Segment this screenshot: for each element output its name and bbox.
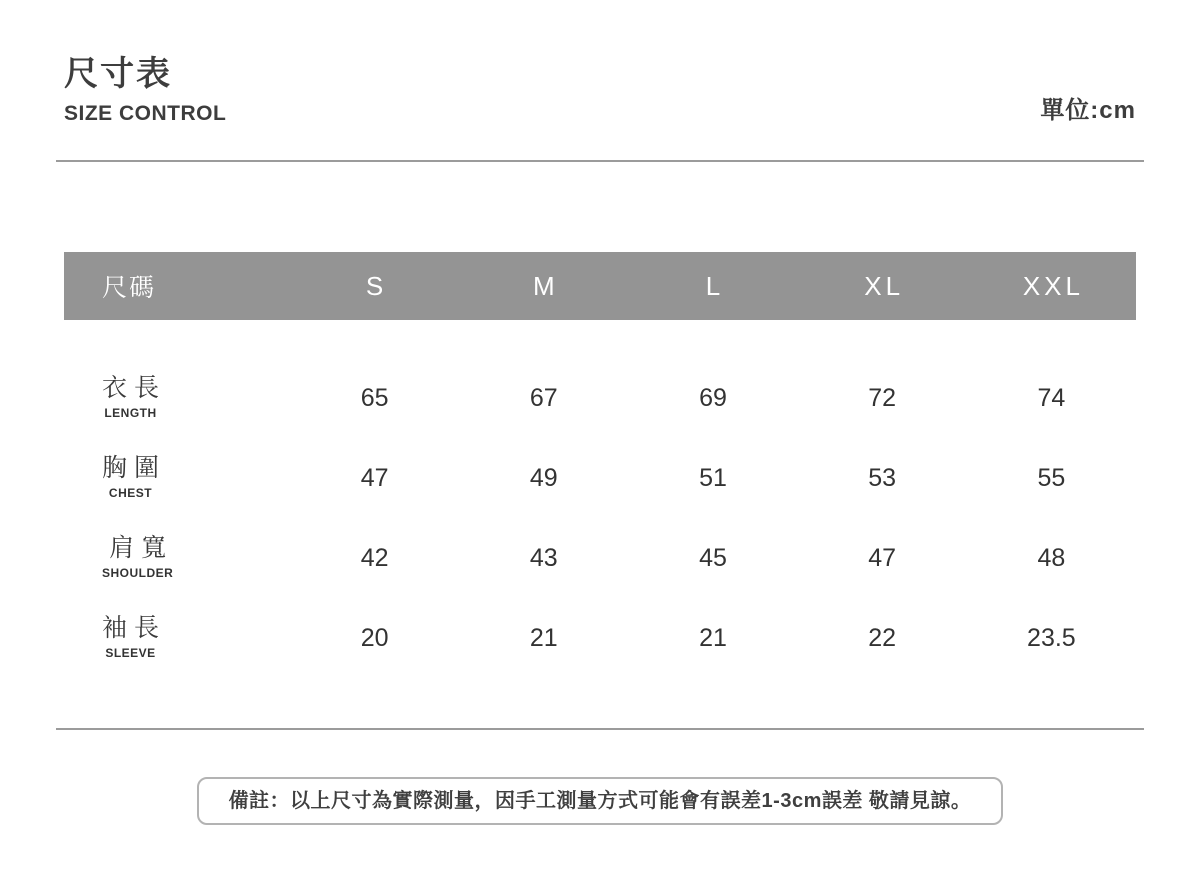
size-column-l: L [705,270,725,301]
unit-label: 單位:cm [1040,97,1136,125]
bottom-divider [56,728,1144,730]
size-table [64,252,1136,678]
cell-value: 23.5 [1027,623,1076,652]
row-label-zh: 衣長 [102,374,167,403]
page-title: 尺寸表 [64,55,172,93]
row-label [102,454,167,500]
corner-label: 尺碼 [102,274,157,303]
note-section [64,777,1136,825]
table-row-shoulder [64,518,1136,598]
cell-value: 22 [868,623,897,652]
table-row-chest [64,438,1136,518]
row-label [102,614,167,660]
row-label-en: CHEST [108,485,153,500]
cell-value: 49 [529,463,558,492]
row-label-zh: 胸圍 [102,454,167,483]
cell-value: 45 [699,543,727,572]
cell-value: 20 [360,623,389,652]
row-label-zh: 袖長 [102,614,167,643]
table-header-row [64,252,1136,320]
title-block [64,54,226,127]
cell-value: 69 [699,383,727,412]
cell-value: 72 [868,383,897,412]
cell-value: 65 [360,383,389,412]
table-body [64,320,1136,678]
row-label [102,534,173,580]
cell-value: 53 [868,463,897,492]
cell-value: 74 [1037,383,1066,412]
header-section [64,0,1136,127]
row-label-zh: 肩寬 [109,534,174,563]
row-label-en: SHOULDER [102,565,174,580]
cell-value: 43 [529,543,558,572]
cell-value: 67 [529,383,558,412]
measurement-note: 備註：以上尺寸為實際測量，因手工測量方式可能會有誤差1-3cm誤差 敬請見諒。 [197,777,1004,825]
cell-value: 47 [868,543,897,572]
size-column-s: S [365,270,388,301]
row-label [102,374,167,420]
page-subtitle: SIZE CONTROL [64,101,227,125]
cell-value: 48 [1037,543,1066,572]
row-label-en: LENGTH [104,405,157,420]
size-column-xxl: XXL [1022,270,1084,301]
cell-value: 47 [360,463,389,492]
cell-value: 55 [1037,463,1066,492]
cell-value: 42 [360,543,389,572]
row-label-en: SLEEVE [105,645,156,660]
table-row-length [64,358,1136,438]
cell-value: 51 [699,463,727,492]
cell-value: 21 [529,623,558,652]
size-column-m: M [532,270,559,301]
top-divider [56,160,1144,162]
cell-value: 21 [699,623,727,652]
size-column-xl: XL [864,270,905,301]
table-row-sleeve [64,598,1136,678]
